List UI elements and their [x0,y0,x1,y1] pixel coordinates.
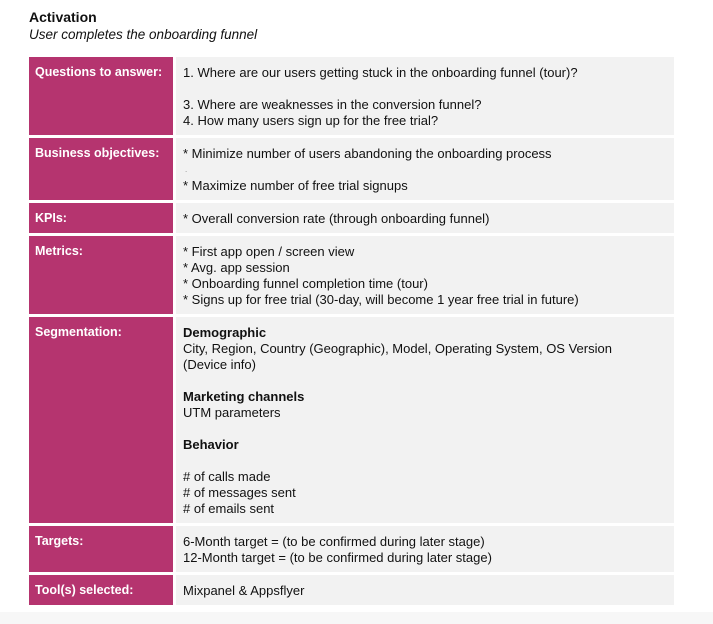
content-line: * Maximize number of free trial signups [183,178,408,193]
row-content [176,526,674,572]
section-heading: Behavior [183,437,239,452]
spacer [183,453,666,469]
header [29,9,257,43]
row-content [176,203,674,233]
section-heading: Marketing channels [183,389,305,404]
content-line: 1. Where are our users getting stuck in the onboarding funnel (tour)? [183,65,578,80]
row-label: Segmentation: [29,317,173,523]
row-content [176,236,674,314]
content-line: 4. How many users sign up for the free trial? [183,113,439,128]
content-line: * Signs up for free trial (30-day, will become 1 year free trial in future) [183,292,579,307]
content-line: * Minimize number of users abandoning the onboarding process [183,146,552,161]
spacer [183,421,666,437]
content-line: * Onboarding funnel completion time (tour) [183,276,428,291]
table-row-business-objectives [29,138,674,200]
table-row-metrics [29,236,674,314]
row-label: KPIs: [29,203,173,233]
content-line: * Avg. app session [183,260,290,275]
content-line: (Device info) [183,357,256,372]
table-row-targets [29,526,674,572]
content-line: # of calls made [183,469,271,484]
row-content [176,575,674,605]
row-label: Metrics: [29,236,173,314]
content-line: * Overall conversion rate (through onboarding funnel) [183,211,490,226]
row-content [176,317,674,523]
content-line: Mixpanel & Appsflyer [183,583,305,598]
content-line: . [185,165,188,174]
table-row-kpis [29,203,674,233]
content-line: # of messages sent [183,485,296,500]
content-line: City, Region, Country (Geographic), Model, Operating System, OS Version [183,341,612,356]
content-line: 3. Where are weaknesses in the conversion funnel? [183,97,482,112]
table-row-segmentation [29,317,674,523]
table-row-questions-to-answer [29,57,674,135]
content-line: UTM parameters [183,405,281,420]
content-line: 6-Month target = (to be confirmed during later stage) [183,534,485,549]
spacer [183,373,666,389]
table-row-tool-s-selected [29,575,674,605]
row-content [176,138,674,200]
page-subtitle: User completes the onboarding funnel [29,27,258,42]
spacer [183,81,666,97]
page-title: Activation [29,9,97,25]
activation-table [29,57,674,608]
row-label: Targets: [29,526,173,572]
row-label: Tool(s) selected: [29,575,173,605]
row-label: Questions to answer: [29,57,173,135]
bottom-strip [0,612,713,624]
row-content [176,57,674,135]
content-line: # of emails sent [183,501,275,516]
content-line: * First app open / screen view [183,244,355,259]
section-heading: Demographic [183,325,267,340]
row-label: Business objectives: [29,138,173,200]
content-line: 12-Month target = (to be confirmed during later stage) [183,550,492,565]
